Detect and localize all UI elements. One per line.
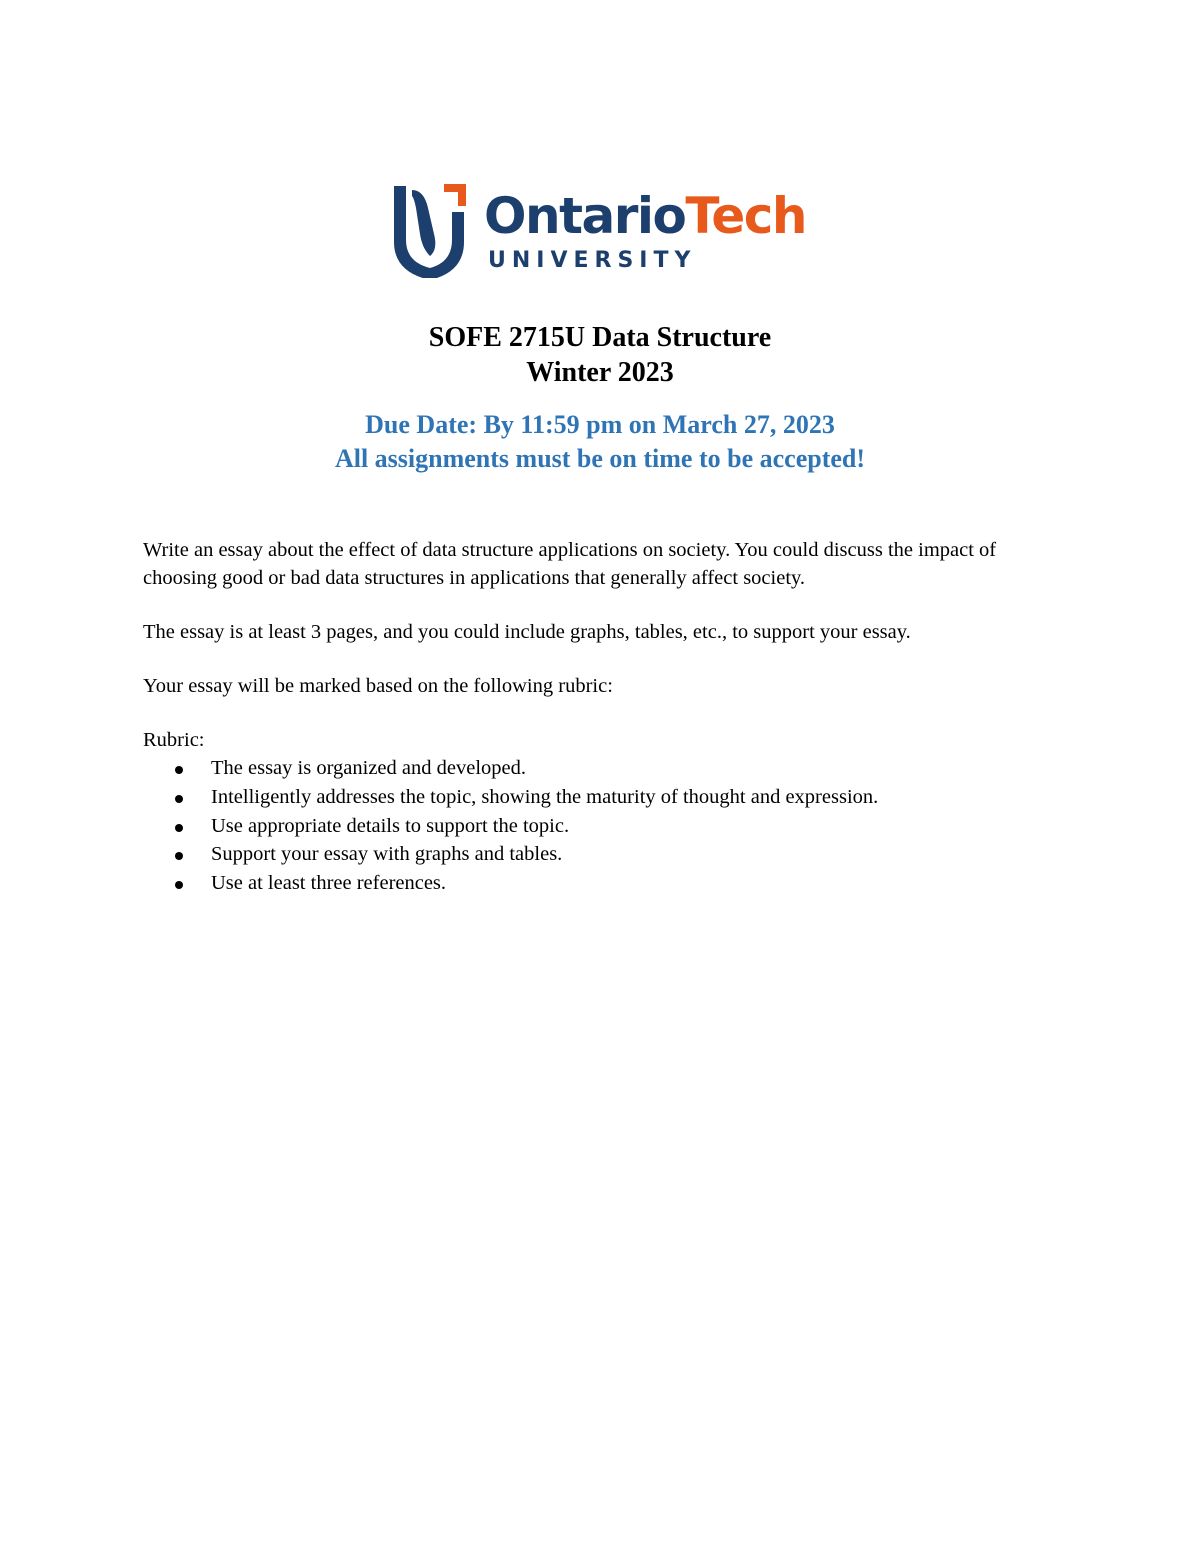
ontario-tech-shield-icon — [388, 178, 484, 278]
due-date: Due Date: By 11:59 pm on March 27, 2023 — [365, 410, 835, 439]
essay-length-note: The essay is at least 3 pages, and you could include graphs, tables, etc., to support your essay. — [143, 621, 911, 643]
bullet-icon — [175, 881, 183, 889]
essay-instructions: Write an essay about the effect of data structure applications on society. You could discuss the impact of choosing good or bad data structures in applications that generally affect society. — [143, 539, 997, 589]
rubric-intro: Your essay will be marked based on the following rubric: — [143, 675, 613, 697]
rubric-item-text: Intelligently addresses the topic, showing the maturity of thought and expression. — [211, 785, 879, 808]
logo-word-ontario: Ontario — [484, 187, 686, 245]
rubric-item — [143, 754, 1063, 783]
rubric-item-text: Use appropriate details to support the topic. — [211, 814, 570, 837]
rubric-label: Rubric: — [143, 729, 205, 751]
rubric-item — [143, 783, 1063, 812]
rubric-item — [143, 840, 1063, 869]
logo-word-tech: Tech — [685, 187, 807, 245]
rubric-item-text: Use at least three references. — [211, 872, 447, 895]
rubric-item — [143, 812, 1063, 841]
bullet-icon — [175, 795, 183, 803]
course-term: Winter 2023 — [526, 357, 674, 388]
course-title: SOFE 2715U Data Structure — [428, 322, 772, 353]
logo-wordmark — [484, 186, 806, 246]
rubric-item-text: Support your essay with graphs and tables. — [211, 843, 563, 866]
bullet-icon — [175, 766, 183, 774]
rubric-item-text: The essay is organized and developed. — [211, 757, 526, 779]
due-notice: All assignments must be on time to be accepted! — [334, 444, 866, 473]
bullet-icon — [175, 852, 183, 860]
university-logo — [388, 178, 818, 278]
rubric-item — [143, 869, 1063, 898]
rubric-list — [143, 754, 1063, 898]
logo-university-text: UNIVERSITY — [488, 248, 697, 273]
bullet-icon — [175, 824, 183, 832]
